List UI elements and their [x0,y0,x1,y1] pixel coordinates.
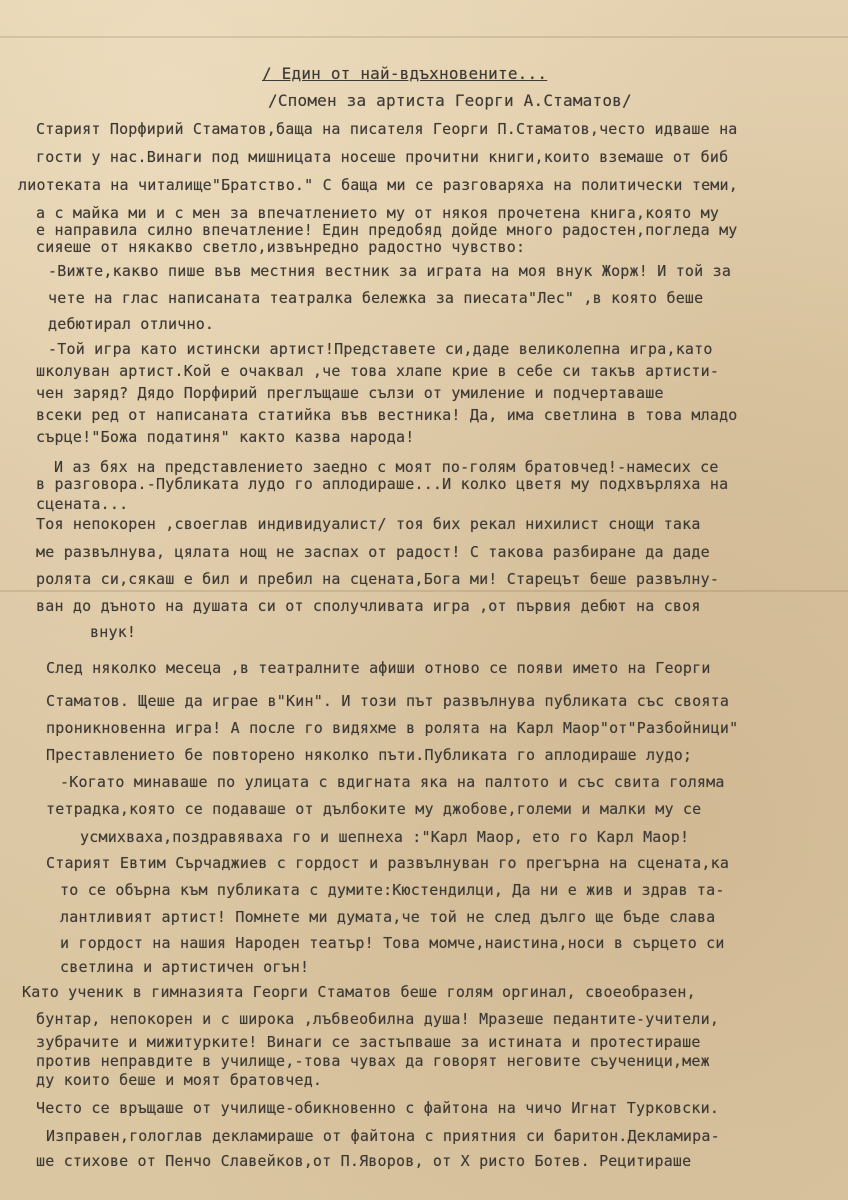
paper-fold [0,590,848,592]
text-line: сцената... [36,495,129,513]
text-line: проникновенна игра! А после го видяхме в ролята на Карл Маор"от"Разбойници" [46,719,739,737]
text-line: лантливият артист! Помнете ми думата,че той не след дълго ще бъде слава [60,908,716,926]
text-line: дебютирал отлично. [48,315,215,333]
document-title: / Един от най-вдъхновените... [262,64,548,83]
text-line: Изправен,гологлав декламираше от файтона с приятния си баритон.Декламира- [46,1127,720,1145]
text-line: а с майка ми и с мен за впечатлението му от някоя прочетена книга,която му [36,204,720,222]
text-line: Като ученик в гимназията Георги Стаматов беше голям оргинал, своеобразен, [22,983,696,1001]
text-line: сияеше от някакво светло,извънредно радостно чувство: [36,238,526,256]
text-line: ше стихове от Пенчо Славейков,от П.Яворов, от Х ристо Ботев. Рецитираше [36,1152,692,1170]
text-line: зубрачите и мижитурките! Винаги се застъпваше за истината и протестираше [36,1033,701,1051]
text-line: Тоя непокорен ,своеглав индивидуалист/ тоя бих рекал нихилист снощи така [36,515,701,533]
text-line: ду които беше и моят братовчед. [36,1071,323,1089]
text-line: тетрадка,която се подаваше от дълбоките му джобове,големи и малки му се [46,800,702,818]
text-line: -Вижте,какво пише във местния вестник за играта на моя внук Жорж! И той за [48,262,732,280]
text-line: ван до дъното на душата си от сполучливата игра ,от първия дебют на своя [36,597,701,615]
text-line: Преставлението бе повторено няколко пъти.Публиката го аплодираше лудо; [46,746,693,764]
document-subtitle: /Спомен за артиста Георги А.Стаматов/ [268,91,632,110]
text-line: школуван артист.Кой е очаквал ,че това хлапе крие в себе си такъв артисти- [36,362,720,380]
text-line: усмихваха,поздравяваха го и шепнеха :"Карл Маор, ето го Карл Маор! [80,828,690,846]
text-line: Често се връщаше от училище-обикновенно с файтона на чичо Игнат Турковски. [36,1099,720,1117]
text-line: сърце!"Божа податиня" както казва народа! [36,428,415,446]
text-line: -Той игра като истински артист!Представете си,даде великолепна игра,като [48,340,713,358]
text-line: чен заряд? Дядо Порфирий преглъщаше сълзи от умиление и подчертаваше [36,384,664,402]
text-line: лиотеката на читалище"Братство." С баща ми се разговаряха на политически теми, [18,176,738,194]
text-line: в разговора.-Публиката лудо го аплодираше...И колко цветя му подхвърляха на [36,475,729,493]
text-line: ролята си,сякаш е бил и пребил на сцената,Бога ми! Старецът беше развълну- [36,570,720,588]
text-line: ме развълнува, цялата нощ не заспах от радост! С такова разбиране да даде [36,543,710,561]
text-line: то се обърна към публиката с думите:Кюстендилци, Да ни е жив и здрав та- [60,881,725,899]
text-line: и гордост на нашия Народен театър! Това момче,наистина,носи в сърцето си [60,934,725,952]
text-line: бунтар, непокорен и с широка ,лъбвеобилна душа! Мразеше педантите-учители, [36,1010,720,1028]
text-line: -Когато минаваше по улицата с вдигната яка на палтото и със свита голяма [60,773,725,791]
text-line: светлина и артистичен огън! [60,958,310,976]
text-line: против неправдите в училище,-това чувах да говорят неговите съученици,меж [36,1052,710,1070]
text-line: Старият Евтим Сърчаджиев с гордост и развълнуван го прегърна на сцената,ка [46,854,730,872]
text-line: Стаматов. Щеше да играе в"Кин". И този път развълнува публиката със своята [46,692,730,710]
text-line: всеки ред от написаната статийка във вестника! Да, има светлина в това младо [36,406,738,424]
text-line: Старият Порфирий Стаматов,баща на писателя Георги П.Стаматов,често идваше на [36,120,738,138]
text-line: И аз бях на представлението заедно с моят по-голям братовчед!-намесих се [54,458,719,476]
text-line: чете на глас написаната театралка бележка за пиесата"Лес" ,в която беше [48,289,704,307]
paper-fold [0,36,848,38]
text-line: внук! [90,623,137,641]
text-line: След няколко месеца ,в театралните афиши отново се появи името на Георги [46,659,711,677]
text-line: гости у нас.Винаги под мишницата носеше прочитни книги,които вземаше от биб [36,148,729,166]
text-line: е направила силно впечатление! Един предобяд дойде много радостен,погледа му [36,221,738,239]
